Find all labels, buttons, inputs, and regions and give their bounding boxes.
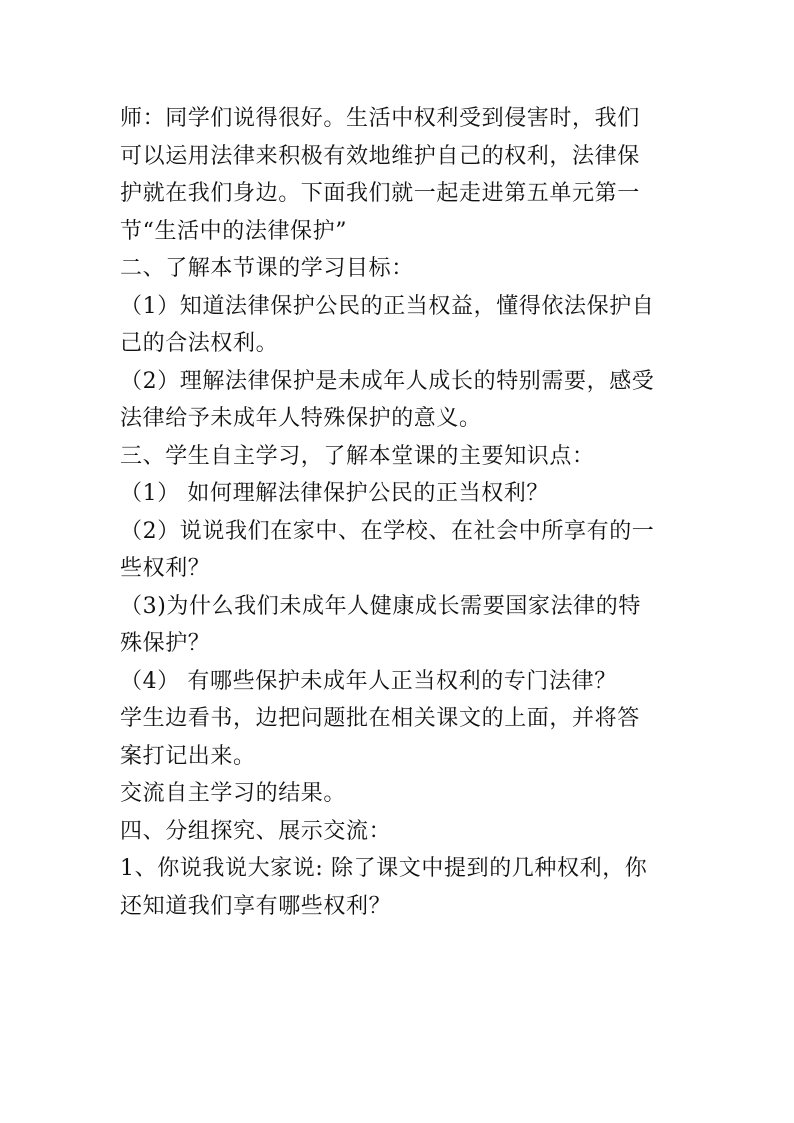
text-line: 1、你说我说大家说: 除了课文中提到的几种权利，你 <box>120 856 648 881</box>
section-heading: 三、学生自主学习，了解本堂课的主要知识点： <box>120 443 595 469</box>
text-line: 法律给予未成年人特殊保护的意义。 <box>120 406 482 431</box>
text-line: 可以运用法律来积极有效地维护自己的权利，法律保 <box>120 143 640 169</box>
text-line: 学生边看书，边把问题批在相关课文的上面，并将答 <box>120 706 640 731</box>
section-heading: 四、分组探究、展示交流： <box>120 818 392 844</box>
text-line: 节“生活中的法律保护” <box>120 218 348 244</box>
text-line: （1）知道法律保护公民的正当权益，懂得依法保护自 <box>120 293 655 319</box>
text-line: 些权利？ <box>120 556 211 581</box>
text-line: （4） 有哪些保护未成年人正当权利的专门法律？ <box>120 668 617 694</box>
text-line: 案打记出来。 <box>120 743 256 769</box>
text-line: 己的合法权利。 <box>120 331 279 356</box>
text-line: 殊保护？ <box>120 631 211 656</box>
text-line: （3)为什么我们未成年人健康成长需要国家法律的特 <box>120 593 641 619</box>
section-heading: 二、了解本节课的学习目标： <box>120 256 414 281</box>
text-line: （2）说说我们在家中、在学校、在社会中所享有的一 <box>120 518 655 544</box>
text-line: （2）理解法律保护是未成年人成长的特别需要，感受 <box>120 368 655 394</box>
text-line: 交流自主学习的结果。 <box>120 781 347 806</box>
text-line: （1） 如何理解法律保护公民的正当权利？ <box>120 481 549 506</box>
text-line: 护就在我们身边。下面我们就一起走进第五单元第一 <box>120 181 640 206</box>
text-line: 师：同学们说得很好。生活中权利受到侵害时，我们 <box>120 106 640 131</box>
document-body <box>120 100 680 925</box>
text-line: 还知道我们享有哪些权利？ <box>120 893 392 919</box>
